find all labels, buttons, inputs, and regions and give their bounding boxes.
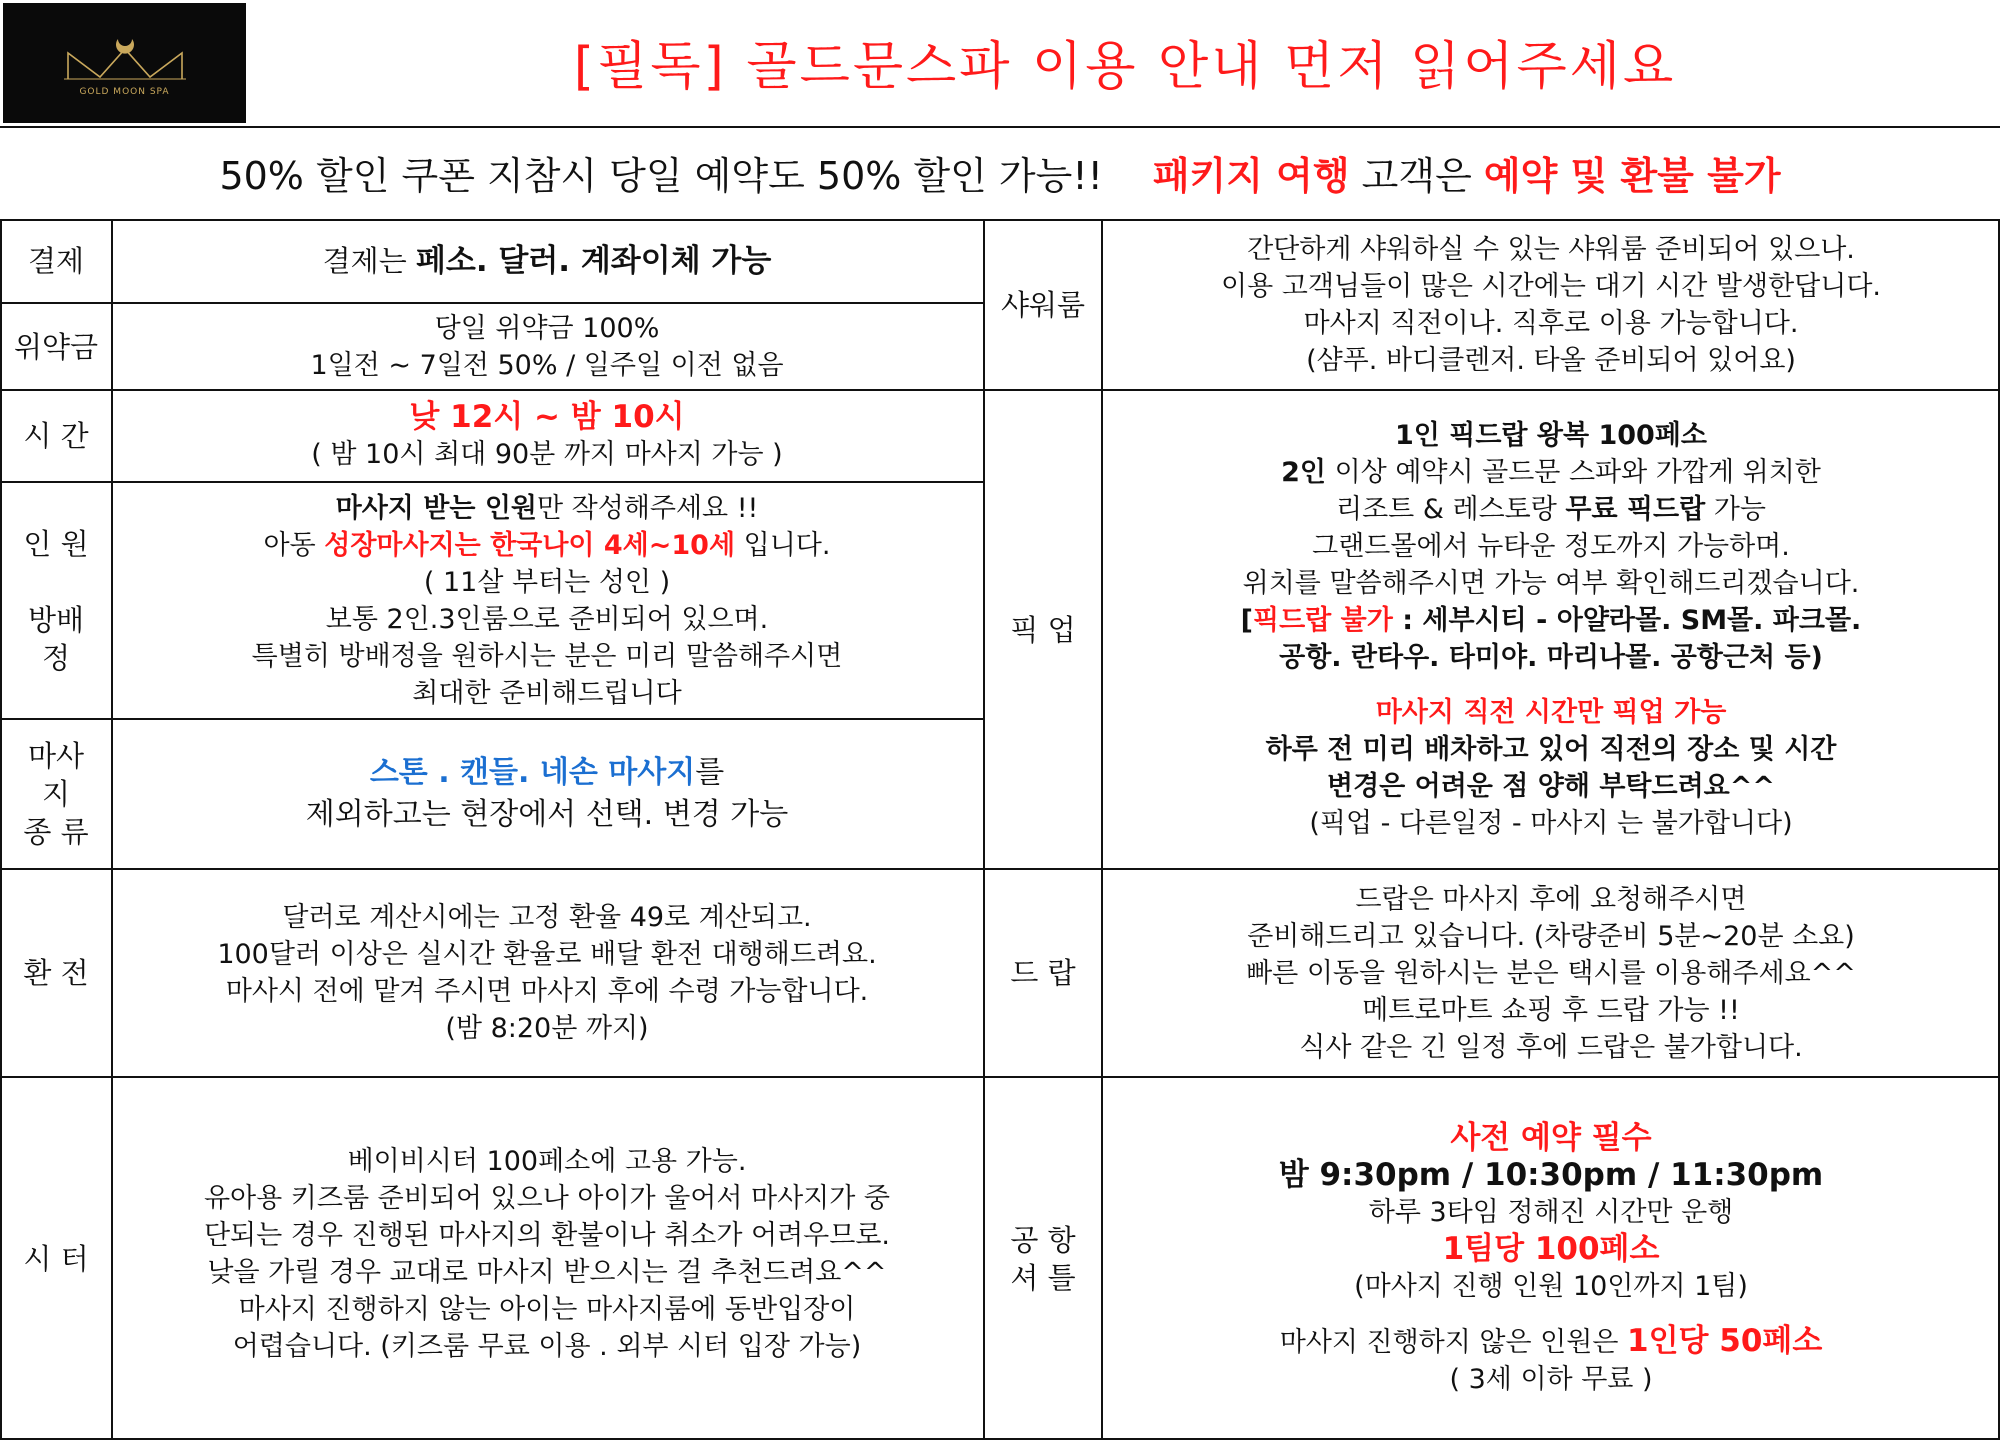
free-pickup-text: 무료 픽드랍: [1565, 494, 1706, 525]
per-person-fee: 1인당 50페소: [1627, 1322, 1823, 1359]
moon-logo-icon: [60, 29, 190, 85]
exchange-rate-note: 달러로 계산시에는 고정 환율 49로 계산되고.: [282, 902, 812, 933]
massage-change-note: 제외하고는 현장에서 선택. 변경 가능: [305, 797, 789, 832]
pickup-possible: 가능: [1705, 494, 1766, 525]
grid-line: [0, 868, 2000, 870]
pickup-label: 픽 업: [1010, 612, 1076, 647]
massage-type-label: [0, 719, 112, 869]
adult-age-note: ( 11살 부터는 성인 ): [423, 566, 671, 598]
people-rest: 만 작성해주세요 !!: [536, 492, 759, 524]
room-label-2: 정: [41, 640, 70, 675]
shower-note-3: 마사지 직전이나. 직후로 이용 가능합니다.: [1303, 307, 1799, 339]
sitter-label: 시 터: [23, 1241, 89, 1276]
airport-shuttle-label: [984, 1077, 1102, 1440]
exchange-pickup-note: 마사시 전에 맡겨 주시면 마사지 후에 수령 가능합니다.: [225, 976, 869, 1007]
drop-note-2: 준비해드리고 있습니다. (차량준비 5분~20분 소요): [1247, 920, 1855, 952]
pickup-price: 1인 픽드랍 왕복 100페소: [1394, 420, 1707, 451]
penalty-same-day: 당일 위약금 100%: [434, 312, 660, 344]
hours-note: ( 밤 10시 최대 90분 까지 마사지 가능 ): [311, 439, 783, 470]
payment-label: 결제: [27, 244, 85, 278]
drop-label: 드 랍: [1010, 956, 1076, 990]
grid-line: [1101, 219, 1103, 1440]
sitter-note-2: 단되는 경우 진행된 마사지의 환불이나 취소가 어려우므로.: [203, 1219, 891, 1251]
pickup-restriction: (픽업 - 다른일정 - 마사지 는 불가합니다): [1309, 808, 1793, 839]
child-massage-age: 성장마사지는 한국나이 4세~10세: [324, 529, 736, 561]
airport-shuttle-content: [1102, 1077, 2000, 1440]
pickup-dispatch-note-1: 하루 전 미리 배차하고 있어 직전의 장소 및 시간: [1265, 734, 1837, 765]
page-title: [필독] 골드문스파 이용 안내 먼저 읽어주세요: [573, 36, 1677, 97]
hours-content: [112, 390, 982, 482]
shuttle-label: 셔 틀: [1010, 1260, 1076, 1295]
drop-note-5: 식사 같은 긴 일정 후에 드랍은 불가합니다.: [1299, 1031, 1803, 1063]
shuttle-schedule-note: 하루 3타임 정해진 시간만 운행: [1368, 1196, 1734, 1228]
non-massage-prefix: 마사지 진행하지 않은 인원은: [1279, 1326, 1628, 1358]
shuttle-team-note: (마사지 진행 인원 10인까지 1팀): [1354, 1270, 1748, 1302]
no-reservation-refund-text: 예약 및 환불 불가: [1483, 154, 1781, 198]
penalty-label: 위약금: [13, 329, 99, 364]
room-request-note: 특별히 방배정을 원하시는 분은 미리 말씀해주시면: [251, 640, 843, 672]
gold-moon-spa-logo: [3, 3, 246, 123]
people-room-content: [112, 482, 982, 719]
massage-type-content: [112, 719, 982, 869]
coupon-notice-text: 50% 할인 쿠폰 지참시 당일 예약도 50% 할인 가능!!: [219, 154, 1103, 198]
grid-line: [0, 302, 984, 304]
shower-amenities: (샴푸. 바디클렌저. 타올 준비되어 있어요): [1306, 344, 1796, 376]
people-room-label: [0, 482, 112, 719]
airport-label: 공 항: [1010, 1222, 1076, 1257]
sitter-note-3: 낮을 가릴 경우 교대로 마사지 받으시는 걸 추천드려요^^: [207, 1256, 887, 1288]
sitter-note-1: 유아용 키즈룸 준비되어 있으나 아이가 울어서 마사지가 중: [203, 1182, 891, 1214]
sitter-note-4: 마사지 진행하지 않는 아이는 마사지룸에 동반입장이: [238, 1293, 856, 1325]
pickup-resort-prefix: 리조트 & 레스토랑: [1336, 494, 1566, 525]
pickup-unavailable-places-2: 공항. 란타우. 타미야. 마리나몰. 공항근처 등): [1279, 642, 1823, 673]
drop-content: [1102, 869, 2000, 1077]
exchange-content: [112, 869, 982, 1077]
exchange-delivery-note: 100달러 이상은 실시간 환율로 배달 환전 대행해드려요.: [217, 939, 877, 970]
grid-line: [0, 718, 984, 720]
excluded-massages: 스톤 . 캔들. 네손 마사지: [369, 755, 696, 790]
pickup-content: [1102, 390, 2000, 869]
grid-line: [111, 219, 113, 1440]
logo-text: GOLD MOON SPA: [79, 87, 170, 97]
pickup-bracket: [: [1240, 605, 1254, 636]
shower-note-1: 간단하게 샤워하실 수 있는 샤워룸 준비되어 있으나.: [1247, 233, 1855, 265]
notice-connector-text: 고객은: [1349, 154, 1484, 198]
pickup-two-people: 2인: [1281, 457, 1326, 488]
shuttle-times: 밤 9:30pm / 10:30pm / 11:30pm: [1278, 1156, 1824, 1193]
business-hours: 낮 12시 ~ 밤 10시: [409, 399, 685, 435]
payment-methods: 페소. 달러. 계좌이체 가능: [415, 242, 772, 279]
pickup-range: 그랜드몰에서 뉴타운 정도까지 가능하며.: [1312, 531, 1790, 562]
package-tour-text: 패키지 여행: [1152, 154, 1350, 198]
child-free-note: ( 3세 이하 무료 ): [1449, 1363, 1653, 1395]
massage-type-label-2: 지: [41, 777, 70, 811]
pickup-timing-note: 마사지 직전 시간만 픽업 가능: [1375, 697, 1727, 728]
header: [0, 0, 2000, 128]
shuttle-price: 1팀당 100페소: [1442, 1230, 1660, 1267]
sitter-fee: 베이비시터 100페소에 고용 가능.: [347, 1145, 747, 1177]
pickup-dispatch-note-2: 변경은 어려운 점 양해 부탁드려요^^: [1327, 771, 1775, 802]
room-prepare-note: 최대한 준비해드립니다: [412, 677, 682, 709]
room-label-1: 방배: [27, 602, 85, 637]
grid-line: [0, 219, 2, 1440]
people-bold: 마사지 받는 인원: [335, 492, 537, 524]
massage-type-label-3: 종 류: [23, 815, 89, 849]
penalty-schedule: 1일전 ~ 7일전 50% / 일주일 이전 없음: [310, 349, 784, 381]
grid-line: [0, 389, 2000, 391]
pickup-unavailable: 픽드랍 불가: [1253, 605, 1393, 636]
shower-label: 샤워룸: [1000, 287, 1086, 322]
sitter-note-5: 어렵습니다. (키즈룸 무료 이용 . 외부 시터 입장 가능): [232, 1330, 862, 1362]
excluded-suffix: 를: [695, 755, 725, 790]
grid-line: [0, 1076, 2000, 1078]
shower-content: [1102, 219, 2000, 390]
drop-note-3: 빠른 이동을 원하시는 분은 택시를 이용해주세요^^: [1246, 957, 1856, 989]
pickup-unavailable-places-1: : 세부시티 - 아얄라몰. SM몰. 파크몰.: [1392, 605, 1862, 636]
reservation-required: 사전 예약 필수: [1450, 1119, 1652, 1156]
child-suffix: 입니다.: [735, 529, 831, 561]
pickup-confirm-note: 위치를 말씀해주시면 가능 여부 확인해드리겠습니다.: [1242, 568, 1860, 599]
drop-note-4: 메트로마트 쇼핑 후 드랍 가능 !!: [1362, 994, 1740, 1026]
drop-note-1: 드랍은 마사지 후에 요청해주시면: [1355, 883, 1747, 915]
people-label: 인 원: [23, 526, 89, 561]
exchange-label: 환 전: [23, 956, 89, 990]
penalty-content: [112, 303, 982, 390]
pickup-free-condition: 이상 예약시 골드문 스파와 가깝게 위치한: [1325, 457, 1821, 488]
room-types: 보통 2인.3인룸으로 준비되어 있으며.: [325, 603, 769, 635]
payment-prefix: 결제는: [322, 243, 416, 278]
exchange-deadline: (밤 8:20분 까지): [445, 1013, 649, 1044]
hours-label: 시 간: [23, 419, 89, 453]
payment-content: [112, 219, 982, 303]
shower-note-2: 이용 고객님들이 많은 시간에는 대기 시간 발생한답니다.: [1221, 270, 1881, 302]
child-prefix: 아동: [263, 529, 325, 561]
massage-type-label-1: 마사: [27, 739, 85, 773]
sitter-content: [112, 1077, 982, 1440]
grid-line: [983, 219, 985, 1440]
grid-line: [0, 481, 984, 483]
discount-notice: [0, 126, 2000, 221]
